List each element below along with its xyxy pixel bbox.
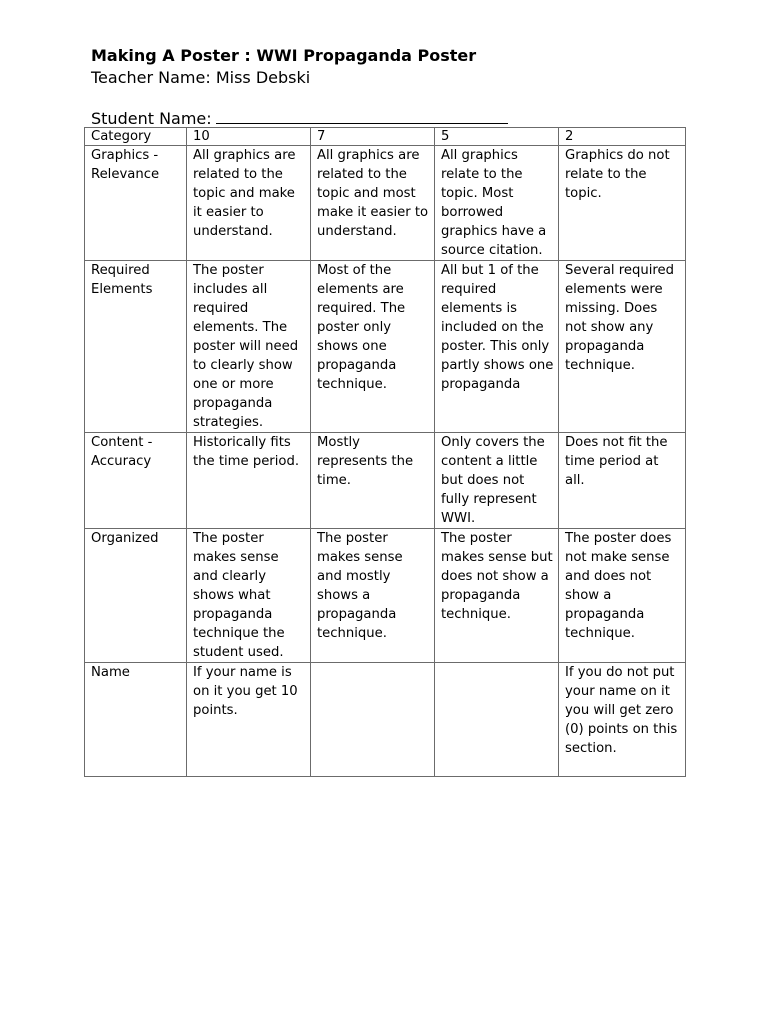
table-row	[85, 663, 686, 777]
table-cell: If your name is on it you get 10 points.	[187, 663, 311, 777]
table-row	[85, 529, 686, 663]
student-name-label: Student Name:	[91, 109, 212, 128]
table-cell: Does not fit the time period at all.	[559, 433, 686, 529]
table-cell: Mostly represents the time.	[311, 433, 435, 529]
row-category: Required Elements	[85, 261, 187, 433]
table-cell: All graphics are related to the topic and make it easier to understand.	[187, 146, 311, 261]
teacher-name: Teacher Name: Miss Debski	[91, 68, 311, 87]
header-score-7: 7	[311, 128, 435, 146]
table-cell: Only covers the content a little but does not fully represent WWI.	[435, 433, 559, 529]
header-row	[85, 128, 686, 146]
table-row	[85, 146, 686, 261]
table-cell: Several required elements were missing. Does not show any propaganda technique.	[559, 261, 686, 433]
row-category: Organized	[85, 529, 187, 663]
document-title: Making A Poster : WWI Propaganda Poster	[91, 46, 477, 65]
header-category: Category	[85, 128, 187, 146]
row-category: Name	[85, 663, 187, 777]
table-cell: Most of the elements are required. The poster only shows one propaganda technique.	[311, 261, 435, 433]
rubric-table	[84, 127, 686, 777]
table-cell: The poster makes sense and mostly shows a propaganda technique.	[311, 529, 435, 663]
table-cell	[435, 663, 559, 777]
table-cell: The poster makes sense and clearly shows what propaganda technique the student used.	[187, 529, 311, 663]
table-row	[85, 261, 686, 433]
row-category: Graphics - Relevance	[85, 146, 187, 261]
table-cell: Historically fits the time period.	[187, 433, 311, 529]
table-cell: The poster makes sense but does not show a propaganda technique.	[435, 529, 559, 663]
header-score-5: 5	[435, 128, 559, 146]
row-category: Content - Accuracy	[85, 433, 187, 529]
table-cell: The poster does not make sense and does not show a propaganda technique.	[559, 529, 686, 663]
table-cell: All but 1 of the required elements is included on the poster. This only partly shows one propaganda	[435, 261, 559, 433]
student-name-blank	[216, 107, 508, 124]
header-score-2: 2	[559, 128, 686, 146]
table-cell: The poster includes all required elements. The poster will need to clearly show one or more propaganda strategies.	[187, 261, 311, 433]
table-cell: All graphics are related to the topic and most make it easier to understand.	[311, 146, 435, 261]
table-cell	[311, 663, 435, 777]
table-cell: All graphics relate to the topic. Most borrowed graphics have a source citation.	[435, 146, 559, 261]
table-cell: If you do not put your name on it you will get zero (0) points on this section.	[559, 663, 686, 777]
table-cell: Graphics do not relate to the topic.	[559, 146, 686, 261]
header-score-10: 10	[187, 128, 311, 146]
table-row	[85, 433, 686, 529]
